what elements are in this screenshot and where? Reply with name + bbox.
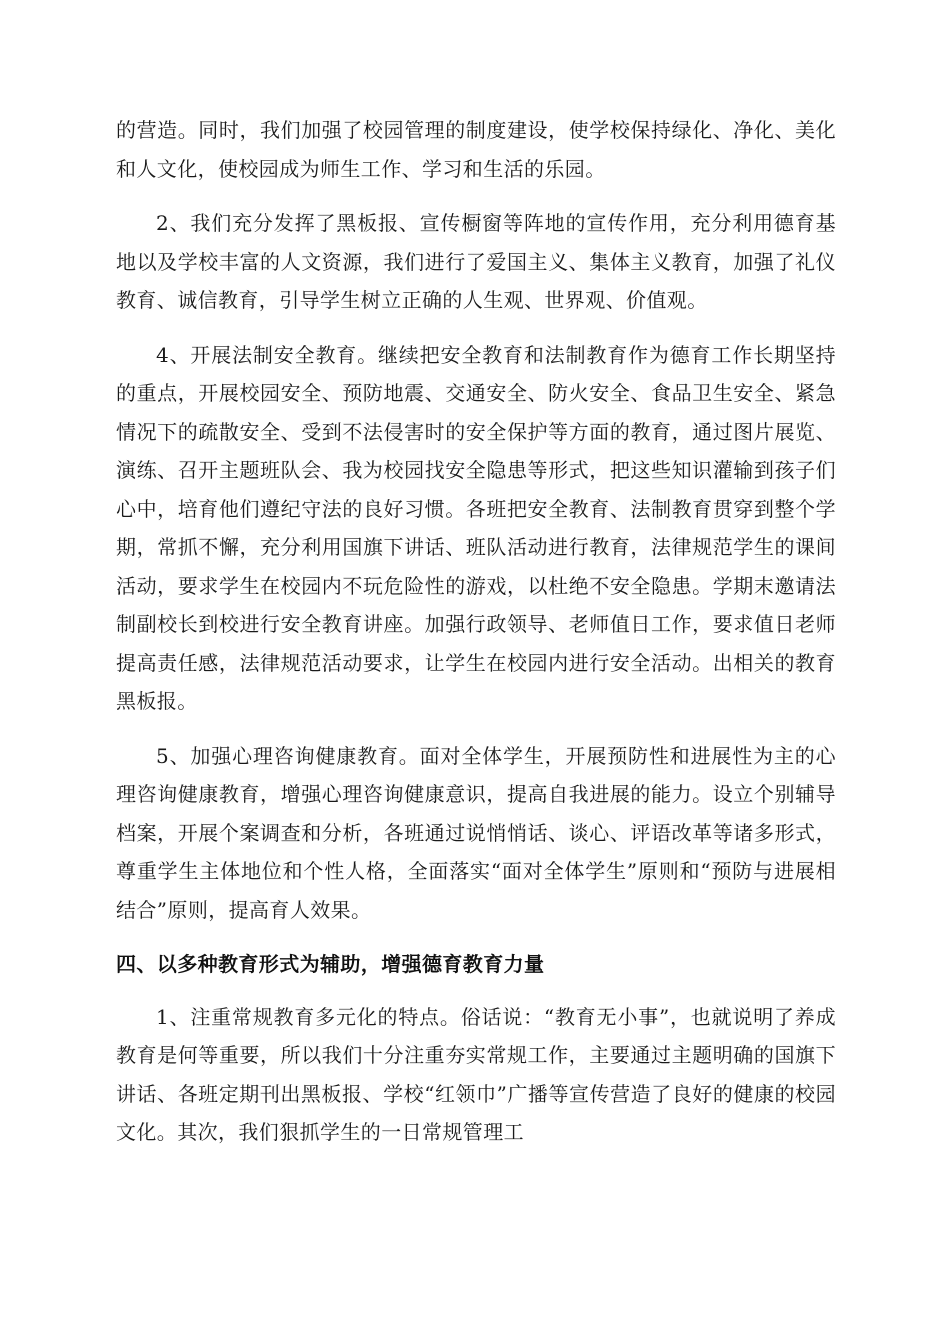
document-body (116, 111, 836, 1168)
paragraph-propaganda-resources: 2、我们充分发挥了黑板报、宣传橱窗等阵地的宣传作用，充分利用德育基地以及学校丰富的人文资源，我们进行了爱国主义、集体主义教育，加强了礼仪教育、诚信教育，引导学生树立正确的人生观、世界观、价值观。 (116, 211, 836, 312)
paragraph-routine-education: 1、注重常规教育多元化的特点。俗话说：“教育无小事”，也就说明了养成教育是何等重要，所以我们十分注重夯实常规工作，主要通过主题明确的国旗下讲话、各班定期刊出黑板报、学校“红领巾”广播等宣传营造了良好的健康的校园文化。其次，我们狠抓学生的一日常规管理工 (116, 1004, 836, 1144)
paragraph-campus-environment: 的营造。同时，我们加强了校园管理的制度建设，使学校保持绿化、净化、美化和人文化，使校园成为师生工作、学习和生活的乐园。 (116, 118, 836, 181)
section-heading-four: 四、以多种教育形式为辅助，增强德育教育力量 (116, 952, 545, 976)
paragraph-legal-safety-education: 4、开展法制安全教育。继续把安全教育和法制教育作为德育工作长期坚持的重点，开展校园安全、预防地震、交通安全、防火安全、食品卫生安全、紧急情况下的疏散安全、受到不法侵害时的安全保护等方面的教育，通过图片展览、演练、召开主题班队会、我为校园找安全隐患等形式，把这些知识灌输到孩子们心中，培育他们遵纪守法的良好习惯。各班把安全教育、法制教育贯穿到整个学期，常抓不懈，充分利用国旗下讲话、班队活动进行教育，法律规范学生的课间活动，要求学生在校园内不玩危险性的游戏，以杜绝不安全隐患。学期末邀请法制副校长到校进行安全教育讲座。加强行政领导、老师值日工作，要求值日老师提高责任感，法律规范活动要求，让学生在校园内进行安全活动。出相关的教育黑板报。 (116, 342, 836, 713)
paragraph-mental-health-education: 5、加强心理咨询健康教育。面对全体学生，开展预防性和进展性为主的心理咨询健康教育，增强心理咨询健康意识，提高自我进展的能力。设立个别辅导档案，开展个案调查和分析，各班通过说悄悄话、谈心、评语改革等诸多形式，尊重学生主体地位和个性人格，全面落实“面对全体学生”原则和“预防与进展相结合”原则，提高育人效果。 (116, 743, 836, 922)
